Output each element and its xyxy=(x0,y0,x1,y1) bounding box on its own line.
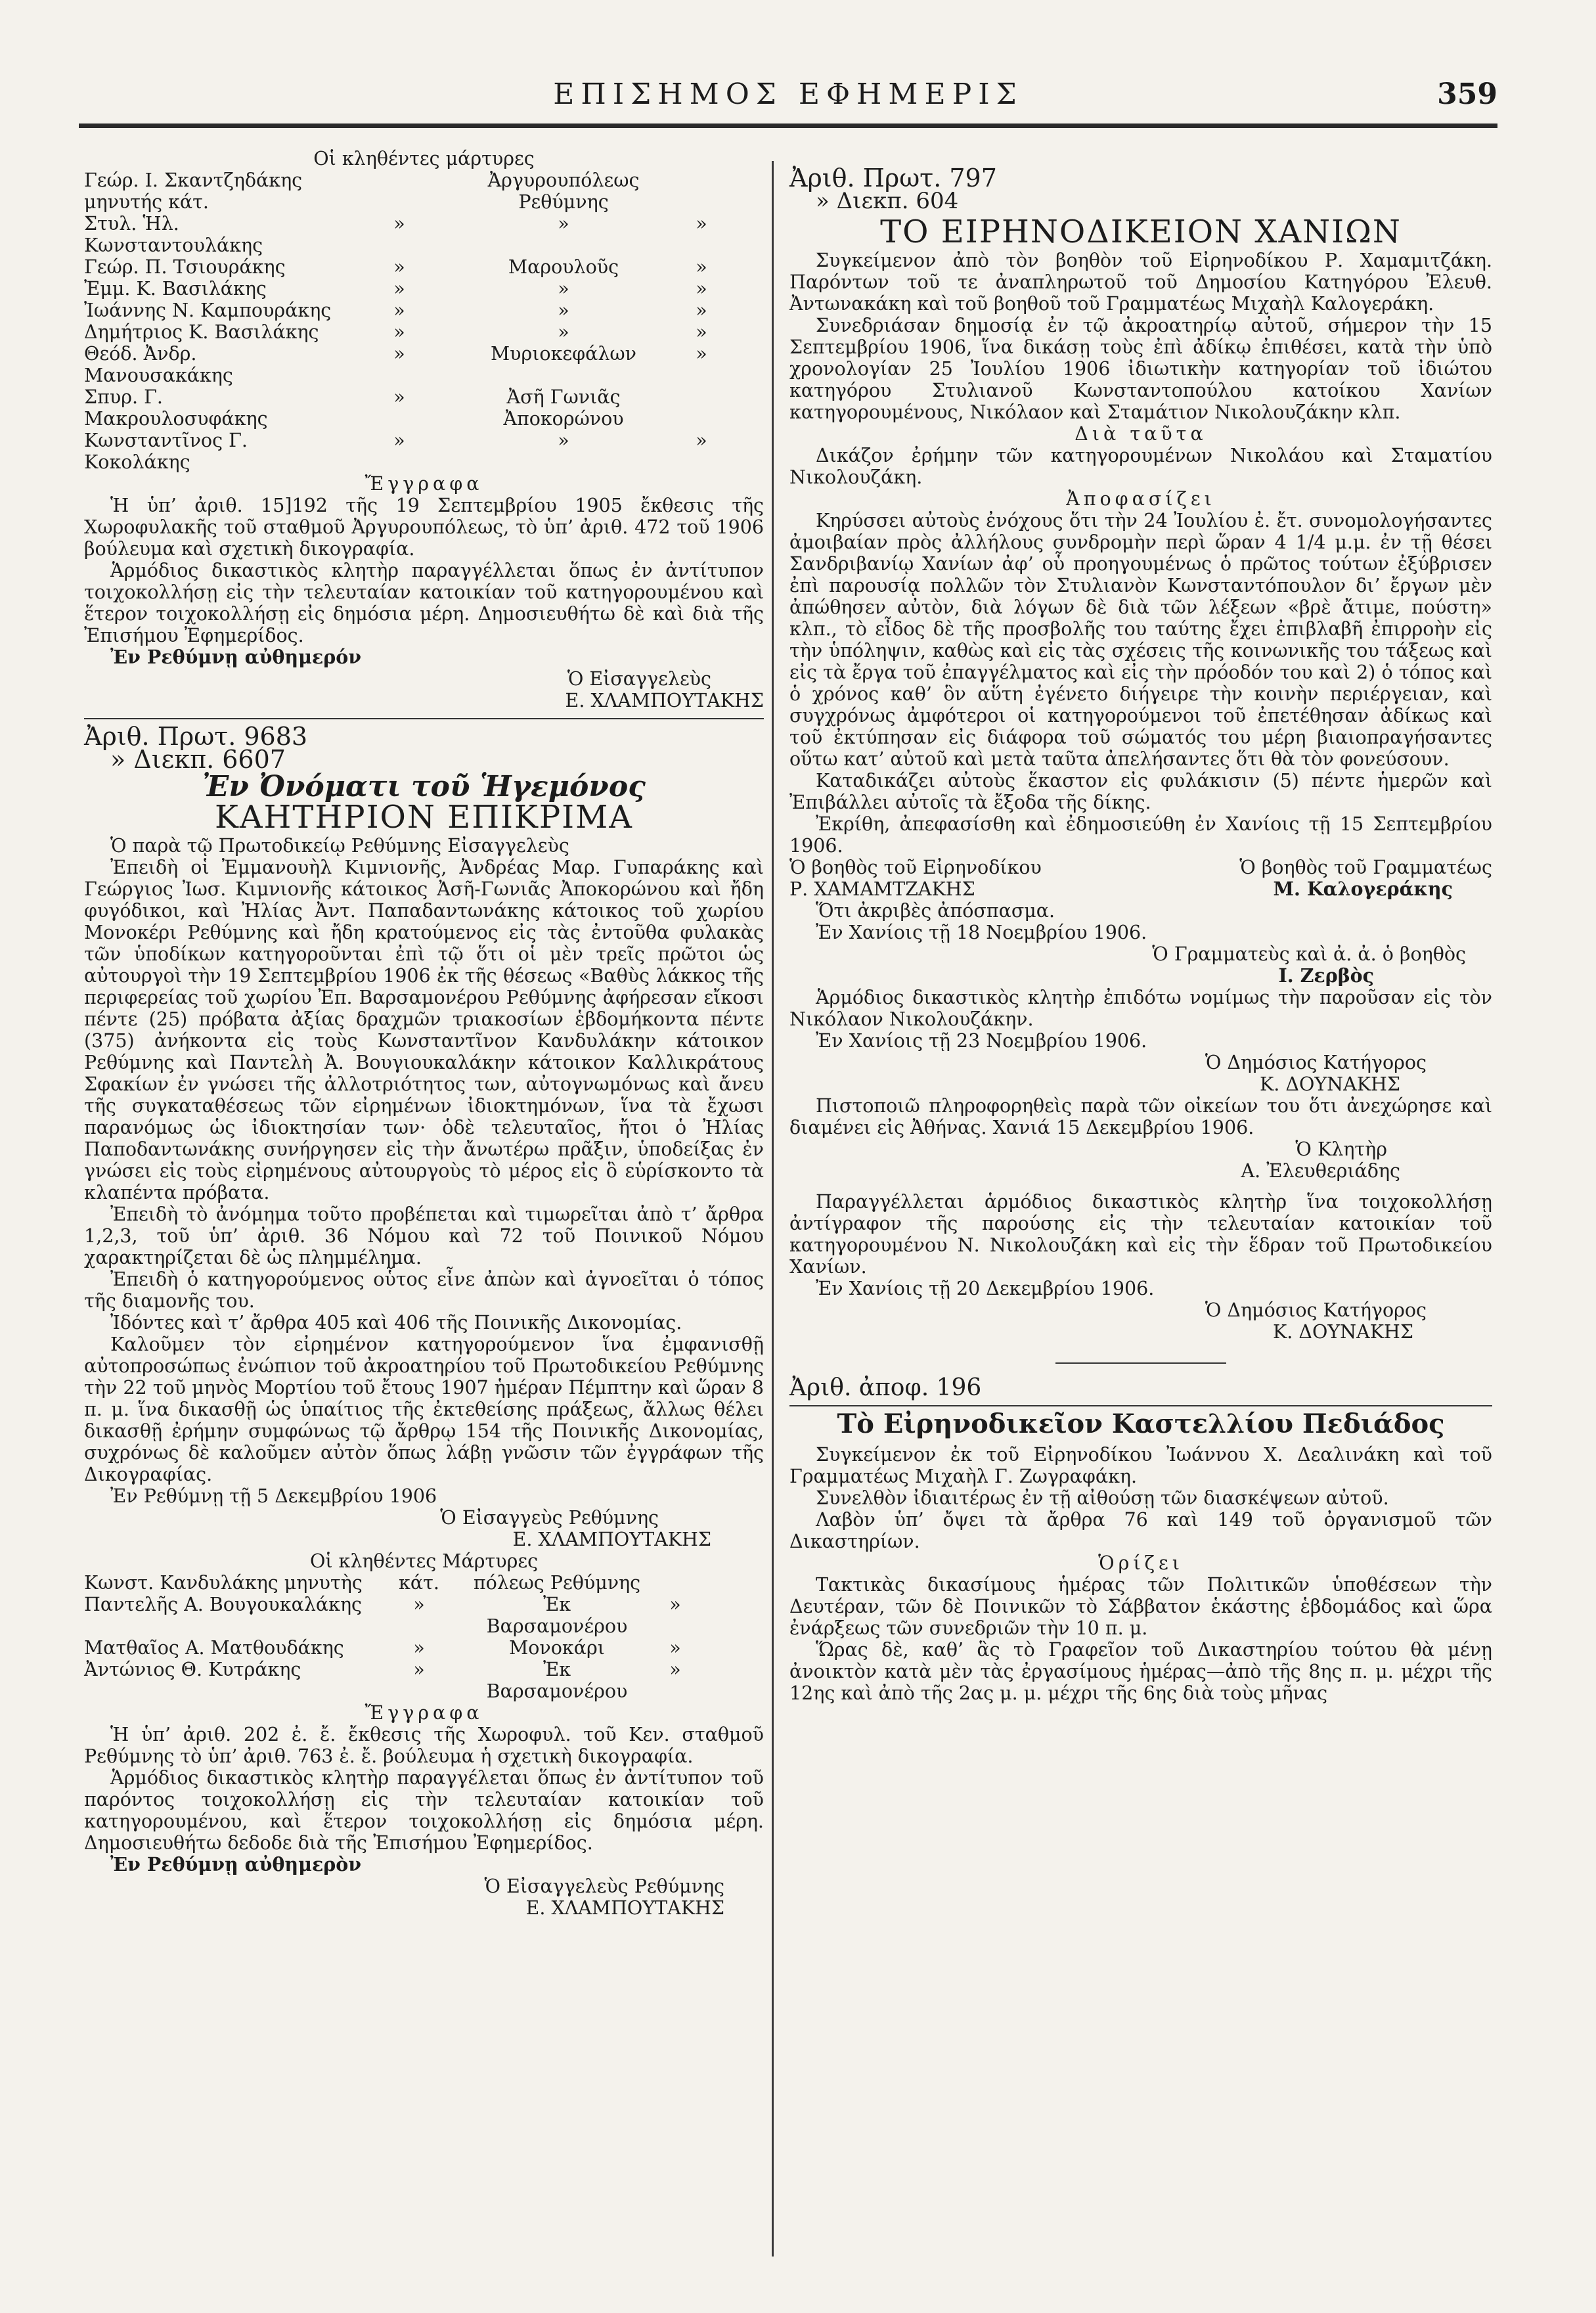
assistant-clerk-role: Ὁ βοηθὸς τοῦ Γραμματέως xyxy=(1239,857,1492,878)
witness-cell: Ματθαῖος Α. Ματθουδάκης xyxy=(84,1637,344,1659)
decision-number: Ἀριθ. ἀποφ. 196 xyxy=(789,1374,982,1401)
witness-cell: » xyxy=(413,1659,425,1680)
court2-meeting: Συνελθὸν ἰδιαιτέρως ἐν τῇ αἰθούσῃ τῶν διασκέψεων αὐτοῦ. xyxy=(816,1487,1389,1509)
witness-cell: » xyxy=(413,1594,425,1615)
witness-cell: Στυλ. Ἡλ. Κωνσταντουλάκης xyxy=(84,213,263,256)
witness-row xyxy=(84,169,764,213)
documents-title: Ἔγγραφα xyxy=(365,473,483,495)
witness-cell: » xyxy=(558,278,569,300)
witness-row xyxy=(84,386,764,430)
posting-order-2: Ἁρμόδιος δικαστικὸς κλητὴρ παραγγέλεται ὅπως ἐν ἀντίτυπον τοῦ παρόντος τοιχοκολλήσῃ εἰς τὴν τελευταίαν κατοικίαν τοῦ κατηγορουμένου, καὶ ἕτερον τοιχοκολλήσῃ εἰς δημόσια μέρη. Δημοσιευθήτω δεδοδε διὰ τῆς Ἐπισήμου Ἐφημερίδος. xyxy=(84,1767,764,1854)
prosecutor2-name: Κ. ΔΟΥΝΑΚΗΣ xyxy=(1273,1321,1413,1343)
witness-cell: Ἀντώνιος Θ. Κυτράκης xyxy=(84,1659,301,1680)
witness-cell: » xyxy=(669,1594,681,1615)
signature-name: Ε. ΧΛΑΜΠΟΥΤΑΚΗΣ xyxy=(565,690,764,711)
assistant-judge-name: Ρ. ΧΑΜΑΜΤΖΑΚΗΣ xyxy=(789,878,975,900)
witness-cell: » xyxy=(393,300,405,321)
order-text: Παραγγέλλεται ἁρμόδιος δικαστικὸς κλητὴρ ἵνα τοιχοκολλήσῃ ἀντίγραφον τῆς παρούσης εἰς τὴν τελευταίαν κατοικίαν τοῦ κατηγορουμένου Ν. Νικολουζάκη καὶ εἰς τὴν ἕδραν τοῦ Πρωτοδικείου Χανίων. xyxy=(789,1191,1492,1278)
left-column xyxy=(84,148,764,1919)
witness-cell: κάτ. xyxy=(399,1572,439,1594)
newspaper-title: ΕΠΙΣΗΜΟΣ ΕΦΗΜΕΡΙΣ xyxy=(553,78,1023,111)
spacer xyxy=(789,1182,1492,1191)
court2-hours: Ὥρας δὲ, καθ’ ἃς τὸ Γραφεῖον τοῦ Δικαστηρίου τούτου θὰ μένῃ ἀνοικτὸν κατὰ μὲν τὰς ἐργασίμους ἡμέρας—ἀπὸ τῆς 8ης π. μ. μέχρι τῆς 12ης καὶ ἀπὸ τῆς 2ας μ. μ. μέχρι τῆς 6ης διὰ τοὺς μῆνας xyxy=(789,1639,1492,1704)
name-heading: Ἐν Ὀνόματι τοῦ Ἡγεμόνος xyxy=(202,770,646,803)
witness-cell: πόλεως Ρεθύμνης xyxy=(473,1572,641,1594)
witness-cell: » xyxy=(558,300,569,321)
witness-cell xyxy=(642,1572,708,1594)
right-column xyxy=(789,148,1492,1704)
witness-row xyxy=(84,1572,764,1594)
witness-row xyxy=(84,256,764,278)
witness-cell: » xyxy=(696,430,707,451)
acquit-text: Δικάζον ἐρήμην τῶν κατηγορουμένων Νικολάου καὶ Σταματίου Νικολουζάκη. xyxy=(789,445,1492,488)
section-rule-right xyxy=(789,1405,1492,1406)
short-rule xyxy=(1055,1362,1226,1364)
place-date-3: Ἐν Ρεθύμνῃ αὐθημερὸν xyxy=(110,1853,362,1875)
sentence-text: Καταδικάζει αὐτοὺς ἕκαστον εἰς φυλάκισιν (5) πέντε ἡμερῶν καὶ Ἐπιβάλλει αὐτοῖς τὰ ἔξοδα τῆς δίκης. xyxy=(789,770,1492,813)
witness-cell: » xyxy=(393,343,405,365)
witness-cell: » xyxy=(558,430,569,451)
dia-tauta-heading: Διὰ ταῦτα xyxy=(1075,423,1207,445)
witness-cell: Μυριοκεφάλων xyxy=(490,343,636,365)
witness-cell: Ἐμμ. Κ. Βασιλάκης xyxy=(84,278,267,300)
witness-cell: Ἀργυρουπόλεως Ρεθύμνης xyxy=(487,169,640,213)
witness-cell: » xyxy=(558,321,569,343)
column-separator xyxy=(772,161,774,2257)
court-paragraph: Ὁ παρὰ τῷ Πρωτοδικείῳ Ρεθύμνης Εἰσαγγελεὺς xyxy=(110,835,569,857)
witness-cell: » xyxy=(696,321,707,343)
witness-cell: Σπυρ. Γ. Μακρουλοσυφάκης xyxy=(84,386,268,430)
court-paragraph: Καλοῦμεν τὸν εἰρημένον κατηγορούμενον ἵνα ἐμφανισθῇ αὐτοπροσώπως ἐνώπιον τοῦ ἀκροατηρίου τοῦ Πρωτοδικείου Ρεθύμνης τὴν 22 τοῦ μηνὸς Μορτίου τοῦ ἔτους 1907 ἡμέραν Πέμπτην καὶ ὥραν 8 π. μ. ἵνα δικασθῇ ὡς ὑπαίτιος τῆς ἐκτεθείσης πράξεως, ἄλλως θέλει δικασθῇ ἐρήμην συμφώνως τῷ ἄρθρῳ 154 τῆς Ποινικῆς Δικονομίας, συχρόνως δὲ καλοῦμεν αὐτὸν ὅπως λάβῃ γνῶσιν τῶν ἐγγράφων τῆς Δικογραφίας. xyxy=(84,1334,764,1485)
header-rule xyxy=(79,124,1497,128)
witness-row xyxy=(84,300,764,321)
court2-days: Τακτικὰς δικασίμους ἡμέρας τῶν Πολιτικῶν ὑποθέσεων τὴν Δευτέραν, τῶν δὲ Ποινικῶν τὸ Σάββατον ἑκάστης ἑβδομάδος καὶ ὥρα ἐνάρξεως τῶν συνεδριῶν τὴν 10 π. μ. xyxy=(789,1574,1492,1639)
copy-text: Ὅτι ἀκριβὲς ἀπόσπασμα. xyxy=(816,900,1055,922)
court2-intro: Συγκείμενον ἐκ τοῦ Εἰρηνοδίκου Ἰωάννου Χ. Δεαλινάκη καὶ τοῦ Γραμματέως Μιχαὴλ Γ. Ζωγραφάκη. xyxy=(789,1444,1492,1487)
documents-text-2: Ἡ ὑπ’ ἀριθ. 202 ἐ. ἔ. ἔκθεσις τῆς Χωροφυλ. τοῦ Κεν. σταθμοῦ Ρεθύμνης τὸ ὑπ’ ἀριθ. 763 ἐ. ἔ. βούλευμα ἡ σχετικὴ δικογραφία. xyxy=(84,1724,764,1767)
prosecutor2-role: Ὁ Δημόσιος Κατήγορος xyxy=(1205,1299,1427,1321)
page-header xyxy=(79,78,1497,124)
court-text xyxy=(84,835,764,1485)
witness-cell: » xyxy=(558,213,569,235)
witness-cell: Θεόδ. Ἀνδρ. Μανουσακάκης xyxy=(84,343,233,386)
witnesses-title: Οἱ κληθέντες μάρτυρες xyxy=(313,148,535,169)
place-date-right-1: Ἐν Χανίοις τῇ 18 Νοεμβρίου 1906. xyxy=(816,922,1147,943)
court-heading-right: ΤΟ ΕΙΡΗΝΟΔΙΚΕΙΟΝ ΧΑΝΙΩΝ xyxy=(880,213,1402,250)
section-rule xyxy=(84,718,764,719)
witness-cell: » xyxy=(393,213,405,235)
protocol-number: Ἀριθ. Πρωτ. 9683 xyxy=(84,722,308,751)
clerk-name: Ι. Ζερβὸς xyxy=(1278,964,1374,987)
court2-law: Λαβὸν ὑπ’ ὄψει τὰ ἄρθρα 76 καὶ 149 τοῦ ὀργανισμοῦ τῶν Δικαστηρίων. xyxy=(789,1509,1492,1552)
posting-order: Ἁρμόδιος δικαστικὸς κλητὴρ παραγγέλλεται ὅπως ἐν ἀντίτυπον τοιχοκολλήσῃ εἰς τὴν τελευταίαν κατοικίαν τοῦ κατηγορουμένου καὶ ἕτερον τοιχοκολλήσῃ εἰς δημόσια μέρη. Δημοσιευθήτω δὲ καὶ διὰ τῆς Ἐπισήμου Ἐφημερίδος. xyxy=(84,560,764,646)
witness-cell: Μαρουλοῦς xyxy=(508,256,619,278)
documents-text: Ἡ ὑπ’ ἀριθ. 15]192 τῆς 19 Σεπτεμβρίου 1905 ἔκθεσις τῆς Χωροφυλακῆς τοῦ σταθμοῦ Ἀργυρουπόλεως, τὸ ὑπ’ ἀριθ. 472 τοῦ 1906 βούλευμα καὶ σχετικὴ δικογραφία. xyxy=(84,495,764,560)
witness-cell: Ἀσῆ Γωνιᾶς Ἀποκορώνου xyxy=(503,386,624,430)
witness-cell: » xyxy=(393,430,405,451)
dispatch-number: » Διεκπ. 6607 xyxy=(110,745,286,774)
witness-cell: Κωνστ. Κανδυλάκης μηνυτὴς xyxy=(84,1572,363,1594)
witness-row xyxy=(84,430,764,473)
witness-row xyxy=(84,343,764,386)
signature-name-2: Ε. ΧΛΑΜΠΟΥΤΑΚΗΣ xyxy=(512,1529,711,1550)
witness-row xyxy=(84,213,764,256)
witness-cell: Κωνσταντῖνος Γ. Κοκολάκης xyxy=(84,430,248,473)
witness-cell: Μονοκάρι xyxy=(509,1637,605,1659)
court2-heading: Τὸ Εἰρηνοδικεῖον Καστελλίου Πεδιάδος xyxy=(837,1408,1445,1439)
witness-row xyxy=(84,278,764,300)
witness-cell: » xyxy=(393,256,405,278)
witness-cell xyxy=(347,169,452,213)
witness-cell: » xyxy=(696,343,707,365)
witness-row xyxy=(84,1659,764,1702)
judged-text: Ἐκρίθη, ἀπεφασίσθη καὶ ἐδημοσιεύθη ἐν Χανίοις τῇ 15 Σεπτεμβρίου 1906. xyxy=(789,813,1492,857)
court-intro: Συγκείμενον ἀπὸ τὸν βοηθὸν τοῦ Εἰρηνοδίκου Ρ. Χαμαμιτζάκη. Παρόντων τοῦ τε ἀναπληρωτοῦ τοῦ Δημοσίου Κατηγόρου Ἐλευθ. Ἀντωνακάκη καὶ τοῦ βοηθοῦ τοῦ Γραμματέως Μιχαὴλ Καλογεράκη. xyxy=(789,250,1492,315)
witness-cell: Γεώρ. Ι. Σκαντζηδάκης μηνυτής κάτ. xyxy=(84,169,303,213)
apofasizei-heading: Ἀποφασίζει xyxy=(1066,488,1216,510)
witness-cell: » xyxy=(393,278,405,300)
documents-title-2: Ἔγγραφα xyxy=(365,1702,483,1724)
signatures-names-row xyxy=(789,878,1492,900)
witness-cell: » xyxy=(696,278,707,300)
assistant-judge-role: Ὁ βοηθὸς τοῦ Εἰρηνοδίκου xyxy=(789,857,1042,878)
signature-role: Ὁ Εἰσαγγελεὺς xyxy=(567,668,711,690)
court-session: Συνεδριάσαν δημοσίᾳ ἐν τῷ ἀκροατηρίῳ αὐτοῦ, σήμερον τὴν 15 Σεπτεμβρίου 1906, ἵνα δικάσῃ τοὺς ἐπὶ ἀδίκῳ ἐπιθέσει, κατὰ τὴν ὑπὸ χρονολογίαν 25 Ἰουλίου 1906 ἰδιωτικὴν κατηγορίαν τοῦ ἰδιώτου κατηγόρου Στυλιανοῦ Κωνσταντοπούλου κατοίκου Χανίων κατηγορουμένους, Νικόλαον καὶ Σταμάτιον Νικολουζάκην κλπ. xyxy=(789,315,1492,423)
witness-cell: Γεώρ. Π. Τσιουράκης xyxy=(84,256,286,278)
witness-cell: » xyxy=(393,321,405,343)
court-paragraph: Ἰδόντες καὶ τ’ ἄρθρα 405 καὶ 406 τῆς Ποινικῆς Δικονομίας. xyxy=(110,1312,682,1334)
witness-cell: Ἐκ Βαρσαμονέρου xyxy=(486,1594,628,1637)
witness-list-2 xyxy=(84,1572,764,1702)
bailiff-name: Α. Ἐλευθεριάδης xyxy=(1241,1160,1400,1182)
bailiff-role: Ὁ Κλητὴρ xyxy=(1295,1138,1387,1160)
witness-cell: » xyxy=(696,300,707,321)
witness-cell: » xyxy=(696,256,707,278)
witness-cell: » xyxy=(669,1659,681,1680)
witness-cell: » xyxy=(413,1637,425,1659)
witness-cell xyxy=(675,386,728,430)
dispatch-number-right: » Διεκπ. 604 xyxy=(816,188,959,214)
decision-text: Κηρύσσει αὐτοὺς ἐνόχους ὅτι τὴν 24 Ἰουλίου ἐ. ἔτ. συνομολογήσαντες ἀμοιβαίαν πρὸς ἀλλήλους συνδρομὴν περὶ ὥραν 4 1/4 μ.μ. ἐν τῇ θέσει Σανδριβανίῳ Χανίων ἀφ’ οὗ προηγουμένως ὁ πρῶτος τούτων ἐξύβρισεν ἐπὶ παρουσίᾳ πολλῶν τὸν Στυλιανὸν Κωνσταντόπουλον δι’ ἔργων μὲν ἀπώθησεν αὐτὸν, διὰ λόγων δὲ διὰ τῶν λέξεων «βρὲ ἄτιμε, πούστη» κλπ., τὸ εἶδος δὲ τῆς προσβολῆς του ταύτης ἔχει ἐπιβλαβῆ ἐπιρροὴν εἰς τὴν ὑπόληψιν, καθὼς καὶ εἰς τὰς σχέσεις τῆς κοινωνικῆς του τάξεως καὶ εἰς τὰ ἔργα τοῦ ἐπαγγέλματος καὶ εἰς τὴν πρόοδόν του καὶ 2) ὁ τόπος καὶ ὁ χρόνος καθ’ ὃν αὕτη ἐγένετο διήγειρε τὴν κοινὴν περιέργειαν, καὶ συγχρόνως ἀμφότεροι οἱ κατηγορούμενοι τοῦ ἐπετέθησαν ἀδίκως καὶ τοῦ ἐκτύπησαν εἰς διάφορα τοῦ σώματός του μέρη βιαιοπραγήσαντες οὕτω κατ’ αὐτοῦ καὶ μετὰ ταῦτα ἀπελήσαντες ὅτι θὰ τὸν φονεύσουν. xyxy=(789,510,1492,770)
court-paragraph: Ἐπειδὴ τὸ ἀνόμημα τοῦτο προβέπεται καὶ τιμωρεῖται ἀπὸ τ’ ἄρθρα 1,2,3, τοῦ ὑπ’ ἀριθ. 36 Νόμου καὶ 72 τοῦ Ποινικοῦ Νόμου χαρακτηρίζεται δὲ ὡς πλημμέλημα. xyxy=(84,1203,764,1269)
prosecutor-name: Κ. ΔΟΥΝΑΚΗΣ xyxy=(1260,1073,1400,1095)
witness-cell: » xyxy=(696,213,707,235)
certify-text: Πιστοποιῶ πληροφορηθεὶς παρὰ τῶν οἰκείων του ὅτι ἀνεχώρησε καὶ διαμένει εἰς Ἀθήνας. Χανιά 15 Δεκεμβρίου 1906. xyxy=(789,1095,1492,1138)
witness-cell xyxy=(675,169,728,213)
witness-row xyxy=(84,1594,764,1637)
witness-list xyxy=(84,169,764,473)
witness-row xyxy=(84,1637,764,1659)
prosecutor-role: Ὁ Δημόσιος Κατήγορος xyxy=(1205,1052,1427,1073)
witness-cell: Ἐκ Βαρσαμονέρου xyxy=(486,1659,628,1702)
witness-cell: » xyxy=(393,386,405,408)
place-date-2: Ἐν Ρεθύμνῃ τῇ 5 Δεκεμβρίου 1906 xyxy=(110,1485,437,1507)
court-paragraph: Ἐπειδὴ οἱ Ἐμμανουὴλ Κιμνιονῆς, Ἀνδρέας Μαρ. Γυπαράκης καὶ Γεώργιος Ἰωσ. Κιμνιονῆς κάτοικος Ἀσῆ-Γωνιᾶς Ἀποκορώνου καὶ ἤδη φυγόδικοι, καὶ Ἠλίας Ἀντ. Παπαδαντωνάκης κάτοικος τοῦ χωρίου Μονοκέρι Ρεθύμνης καὶ ἤδη κρατούμενος εἰς τὰς ἐντοῦθα φυλακὰς τῶν ὑποδίκων κατηγοροῦνται ἐπὶ τῷ ὅτι οἱ μὲν τρεῖς πρῶτοι ὡς αὐτουργοὶ τὴν 19 Σεπτεμβρίου 1906 ἐκ τῆς θέσεως «Βαθὺς λάκκος τῆς περιφερείας τοῦ χωρίου Ἐπ. Βαρσαμονέρου Ρεθύμνης ἀφήρεσαν εἴκοσι πέντε (25) πρόβατα ἀξίας δραχμῶν τριακοσίων ἑβδομήκοντα πέντε (375) ἀνήκοντα εἰς τοὺς Κωνσταντῖνον Κανδυλάκην κάτοικον Ρεθύμνης καὶ Παντελὴ Ἀ. Βουγιουκαλάκην κάτοικον Καλλικράτους Σφακίων ἐν γνώσει τῆς ἀλλοτριότητος των, αὐτογνωμόνως καὶ ἄνευ τῆς συγκαταθέσεως τῶν εἰρημένων ἰδιοκτημόνων, ἵνα τὰ ἔχωσι παρανόμως ὡς ἰδιοκτησίαν των· ὁδὲ τελευταῖος, ἤτοι ὁ Ἠλίας Παποδαντωνάκης συνήργησεν εἰς τὴν ἄνωτέρω πρᾶξιν, ὑποδείξας ἐν γνώσει εἰς τοὺς εἰρημένους αὐτουργοὺς τὸ μέρος εἰς ὃ εὑρίσκοντο τὰ κλαπέντα πρόβατα. xyxy=(84,857,764,1203)
place-date: Ἐν Ρεθύμνῃ αὐθημερόν xyxy=(110,646,362,668)
signatures-row xyxy=(789,857,1492,878)
witness-cell: Δημήτριος Κ. Βασιλάκης xyxy=(84,321,319,343)
witness-cell: Ἰωάννης Ν. Καμπουράκης xyxy=(84,300,332,321)
orizei-heading: Ὁρίζει xyxy=(1098,1552,1184,1574)
signature-name-3: Ε. ΧΛΑΜΠΟΥΤΑΚΗΣ xyxy=(525,1897,724,1919)
witness-cell: Παντελῆς Α. Βουγουκαλάκης xyxy=(84,1594,362,1615)
page-number: 359 xyxy=(1437,78,1497,111)
clerk-role: Ὁ Γραμματεὺς καὶ ἀ. ἀ. ὁ βοηθὸς xyxy=(1152,943,1466,965)
witnesses-title-2: Οἱ κληθέντες Μάρτυρες xyxy=(309,1550,539,1572)
signature-role-2: Ὁ Εἰσαγγεὺς Ρεθύμνης xyxy=(440,1507,659,1529)
court-heading: ΚΑΗΤΗΡΙΟΝ ΕΠΙΚΡΙΜΑ xyxy=(215,799,633,836)
protocol-number-right: Ἀριθ. Πρωτ. 797 xyxy=(789,164,997,192)
notice-text: Ἁρμόδιος δικαστικὸς κλητὴρ ἐπιδότω νομίμως τὴν παροῦσαν εἰς τὸν Νικόλαον Νικολουζάκην. xyxy=(789,987,1492,1030)
assistant-clerk-name: Μ. Καλογεράκης xyxy=(1273,878,1453,900)
witness-cell: » xyxy=(669,1637,681,1659)
court-paragraph: Ἐπειδὴ ὁ κατηγορούμενος οὗτος εἶνε ἀπὼν καὶ ἀγνοεῖται ὁ τόπος τῆς διαμονῆς του. xyxy=(84,1269,764,1312)
signature-role-3: Ὁ Εἰσαγγελεὺς Ρεθύμνης xyxy=(484,1875,724,1897)
place-date-right-2: Ἐν Χανίοις τῇ 23 Νοεμβρίου 1906. xyxy=(816,1030,1147,1052)
witness-row xyxy=(84,321,764,343)
place-date-right-3: Ἐν Χανίοις τῇ 20 Δεκεμβρίου 1906. xyxy=(816,1278,1155,1299)
